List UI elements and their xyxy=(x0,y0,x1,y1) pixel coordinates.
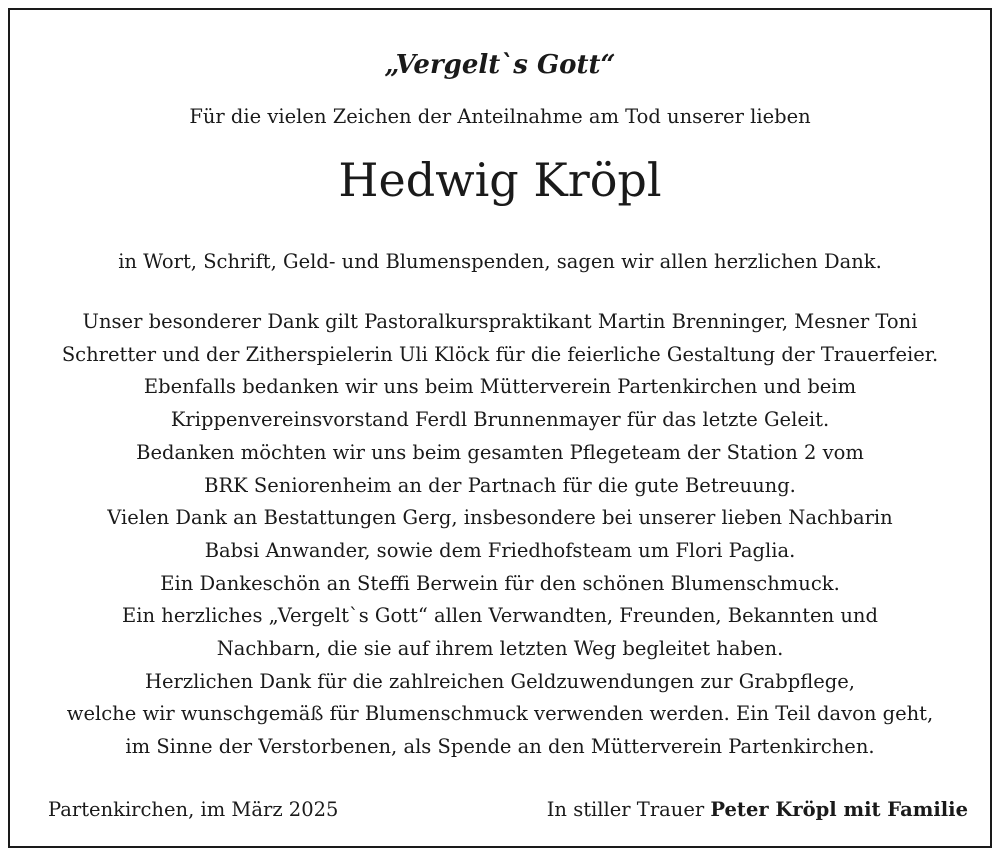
obituary-card xyxy=(8,8,992,848)
body-line: Krippenvereinsvorstand Ferdl Brunnenmayer für das letzte Geleit. xyxy=(170,408,830,432)
body-line: Herzlichen Dank für die zahlreichen Geldzuwendungen zur Grabpflege, xyxy=(145,669,855,693)
body-line: Nachbarn, die sie auf ihrem letzten Weg begleitet haben. xyxy=(216,637,784,661)
body-line: Vielen Dank an Bestattungen Gerg, insbesondere bei unserer lieben Nachbarin xyxy=(107,506,893,530)
notice-heading: „Vergelt`s Gott“ xyxy=(384,50,616,80)
signature-name: Peter Kröpl mit Familie xyxy=(710,798,968,821)
thanks-body xyxy=(10,306,990,764)
body-line: BRK Seniorenheim an der Partnach für die gute Betreuung. xyxy=(204,473,796,497)
body-line: Ebenfalls bedanken wir uns beim Mütterverein Partenkirchen und beim xyxy=(143,375,857,399)
body-line: Ein Dankeschön an Steffi Berwein für den schönen Blumenschmuck. xyxy=(160,571,840,595)
signature xyxy=(547,797,968,823)
body-line: Ein herzliches „Vergelt`s Gott“ allen Verwandten, Freunden, Bekannten und xyxy=(122,604,878,628)
body-line: Unser besonderer Dank gilt Pastoralkurspraktikant Martin Brenninger, Mesner Toni xyxy=(82,310,918,333)
body-line: im Sinne der Verstorbenen, als Spende an den Mütterverein Partenkirchen. xyxy=(125,735,875,759)
body-line: Babsi Anwander, sowie dem Friedhofsteam um Flori Paglia. xyxy=(204,538,796,562)
intro-text: Für die vielen Zeichen der Anteilnahme am Tod unserer lieben xyxy=(189,105,811,128)
body-line: Schretter und der Zitherspielerin Uli Klöck für die feierliche Gestaltung der Trauerfeier. xyxy=(61,342,939,366)
place-date: Partenkirchen, im März 2025 xyxy=(48,798,339,821)
body-line: welche wir wunschgemäß für Blumenschmuck verwenden werden. Ein Teil davon geht, xyxy=(66,702,934,726)
deceased-name: Hedwig Kröpl xyxy=(338,153,662,207)
signature-prefix: In stiller Trauer xyxy=(546,798,705,821)
body-line: Bedanken möchten wir uns beim gesamten Pflegeteam der Station 2 vom xyxy=(136,440,864,464)
thanks-subline: in Wort, Schrift, Geld- und Blumenspenden, sagen wir allen herzlichen Dank. xyxy=(118,250,882,273)
